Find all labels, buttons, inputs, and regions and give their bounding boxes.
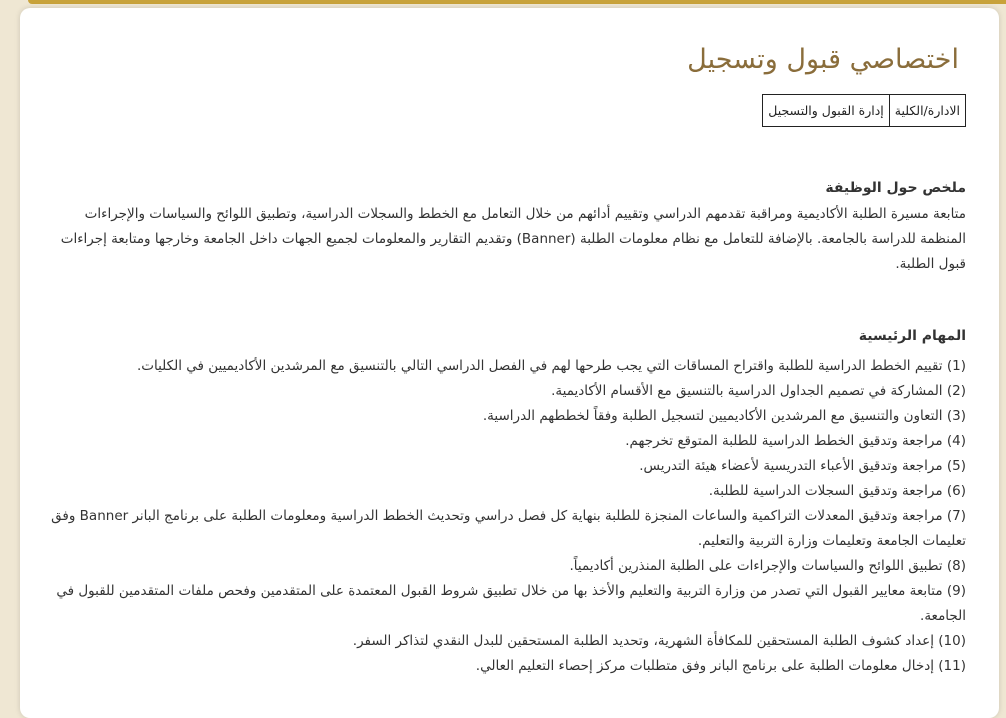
department-tags [762, 94, 966, 127]
summary-text: متابعة مسيرة الطلبة الأكاديمية ومراقبة تقدمهم الدراسي وتقييم أدائهم من خلال التعامل مع الخطط والسجلات الدراسية، وتطبيق اللوائح والسياسات والإجراءات المنظمة للدراسة بالجامعة. بالإضافة للتعامل مع نظام معلومات الطلبة (Banner) وتقديم التقارير والمعلومات لجميع الجهات داخل الجامعة وخارجها ومتابعة إجراءات قبول الطلبة. [60, 206, 966, 272]
summary-heading: ملخص حول الوظيفة [825, 180, 966, 196]
task-item: (9) متابعة معايير القبول التي تصدر من وزارة التربية والتعليم والأخذ بها من خلال تطبيق شروط القبول المعتمدة على المتقدمين وفحص ملفات المتقدمين للقبول في الجامعة. [56, 583, 966, 624]
task-item: (6) مراجعة وتدقيق السجلات الدراسية للطلبة. [708, 483, 966, 499]
tasks-heading: المهام الرئيسية [858, 328, 966, 344]
task-item: (2) المشاركة في تصميم الجداول الدراسية بالتنسيق مع الأقسام الأكاديمية. [551, 383, 966, 399]
task-item: (8) تطبيق اللوائح والسياسات والإجراءات على الطلبة المنذرين أكاديمياً. [569, 558, 966, 574]
task-item: (10) إعداد كشوف الطلبة المستحقين للمكافأة الشهرية، وتحديد الطلبة المستحقين للبدل النقدي لتذاكر السفر. [352, 633, 966, 649]
top-accent-bar [28, 0, 1006, 4]
tag-department-value: إدارة القبول والتسجيل [762, 94, 889, 127]
task-item: (1) تقييم الخطط الدراسية للطلبة واقتراح المساقات التي يجب طرحها لهم في الفصل الدراسي التالي بالتنسيق مع المرشدين الأكاديميين في الكليات. [136, 358, 966, 374]
task-item: (4) مراجعة وتدقيق الخطط الدراسية للطلبة المتوقع تخرجهم. [625, 433, 966, 449]
tasks-list [46, 354, 966, 679]
task-item: (11) إدخال معلومات الطلبة على برنامج البانر وفق متطلبات مركز إحصاء التعليم العالي. [475, 658, 966, 674]
page-title: اختصاصي قبول وتسجيل [687, 44, 959, 75]
task-item: (7) مراجعة وتدقيق المعدلات التراكمية والساعات المنجزة للطلبة بنهاية كل فصل دراسي وتحديث الخطط الدراسية ومعلومات الطلبة على برنامج البانر Banner وفق تعليمات الجامعة وتعليمات وزارة التربية والتعليم. [51, 508, 966, 549]
task-item: (5) مراجعة وتدقيق الأعباء التدريسية لأعضاء هيئة التدريس. [639, 458, 966, 474]
job-card [20, 8, 999, 718]
tag-department-label: الادارة/الكلية [889, 94, 966, 127]
task-item: (3) التعاون والتنسيق مع المرشدين الأكاديميين لتسجيل الطلبة وفقاً لخططهم الدراسية. [482, 408, 966, 424]
